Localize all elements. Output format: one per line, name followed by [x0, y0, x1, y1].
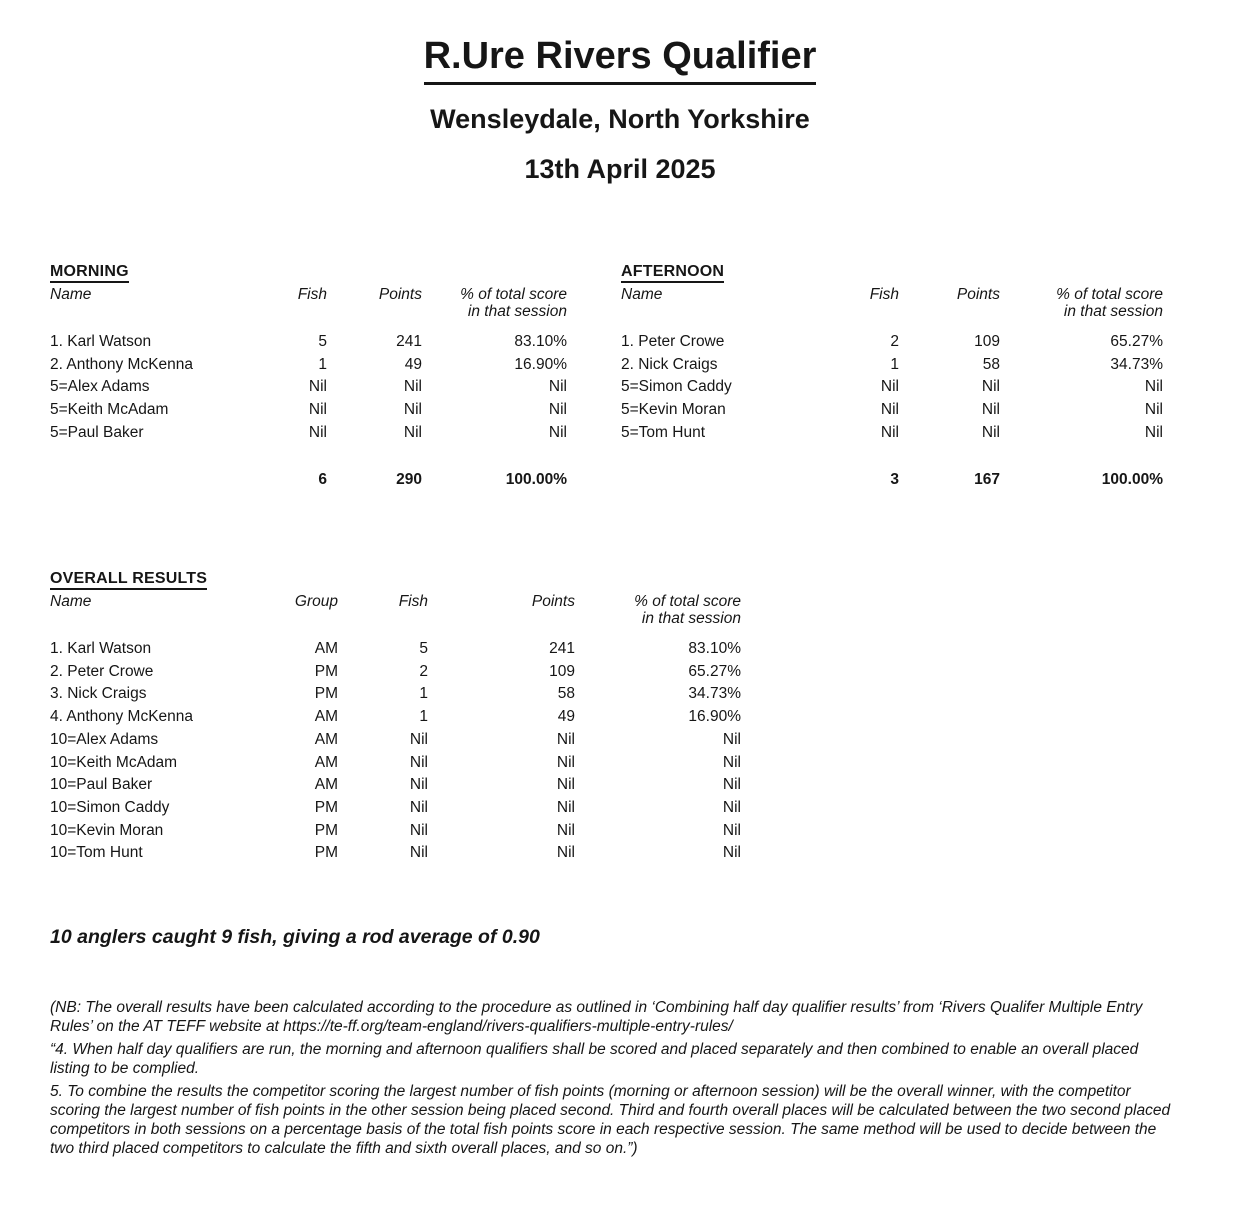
- cell-pct: 16.90%: [688, 708, 741, 726]
- cell-name: 10=Tom Hunt: [50, 844, 143, 862]
- morning-results-table: [50, 287, 567, 491]
- cell-pct: Nil: [1144, 378, 1163, 396]
- cell-fish: Nil: [409, 753, 428, 771]
- pct-header-line1: % of total score: [1056, 286, 1163, 303]
- cell-pct: Nil: [1144, 401, 1163, 419]
- event-location: Wensleydale, North Yorkshire: [430, 103, 810, 134]
- section-heading-morning: [50, 263, 567, 281]
- cell-fish: Nil: [880, 378, 899, 396]
- cell-pct: 83.10%: [514, 333, 567, 350]
- table-row: [50, 752, 741, 775]
- cell-pct: Nil: [548, 401, 567, 419]
- note-nb: (NB: The overall results have been calculated according to the procedure as outlined in ‘Combining half day qualifier results’ from ‘Rivers Qualifer Multiple Entry Rules’ on the AT TEFF website at https://te-ff.org/team-england/rivers-qualifiers-multiple-entry-rules/: [50, 999, 1143, 1035]
- pct-header-line1: % of total score: [460, 286, 567, 303]
- cell-group: PM: [314, 844, 338, 862]
- cell-pct: Nil: [548, 423, 567, 441]
- table-row: [621, 376, 1163, 399]
- cell-pct: Nil: [722, 844, 741, 862]
- cell-name: 5=Keith McAdam: [50, 401, 169, 419]
- cell-pct: Nil: [722, 776, 741, 794]
- column-header-points: Points: [531, 593, 575, 610]
- column-header-fish: Fish: [398, 593, 428, 610]
- cell-pct: 34.73%: [688, 685, 741, 703]
- totals-row: [50, 445, 567, 492]
- cell-points: Nil: [556, 844, 575, 862]
- page-title: R.Ure Rivers Qualifier: [424, 36, 817, 85]
- overall-results-table: [50, 594, 741, 865]
- cell-pct: 34.73%: [1110, 355, 1163, 373]
- cell-points: 58: [982, 355, 1000, 373]
- document-header: [0, 36, 1240, 194]
- totals-pct: 100.00%: [505, 470, 567, 488]
- table-row: [50, 797, 741, 820]
- totals-spacer: [50, 445, 230, 492]
- cell-fish: 1: [890, 355, 899, 373]
- cell-points: Nil: [403, 423, 422, 441]
- cell-points: Nil: [556, 798, 575, 816]
- table-row: [50, 376, 567, 399]
- totals-points: 290: [396, 470, 422, 488]
- cell-pct: 65.27%: [688, 662, 741, 680]
- cell-points: 49: [404, 355, 422, 373]
- cell-points: Nil: [981, 423, 1000, 441]
- section-heading-text: OVERALL RESULTS: [50, 570, 207, 590]
- column-header-name: Name: [621, 286, 663, 303]
- morning-results-section: [50, 263, 567, 491]
- cell-pct: Nil: [722, 798, 741, 816]
- table-header-row: [621, 287, 1163, 331]
- cell-fish: Nil: [880, 423, 899, 441]
- event-date: 13th April 2025: [524, 153, 716, 184]
- cell-fish: Nil: [308, 401, 327, 419]
- column-header-pct: [422, 287, 567, 331]
- table-row: [50, 729, 741, 752]
- table-row: [50, 842, 741, 865]
- column-header-group: Group: [294, 593, 338, 610]
- cell-points: 109: [549, 662, 575, 680]
- cell-fish: Nil: [880, 401, 899, 419]
- column-header-name: Name: [50, 286, 92, 303]
- cell-group: AM: [314, 730, 338, 748]
- table-row: [50, 638, 741, 661]
- section-heading-text: AFTERNOON: [621, 263, 724, 283]
- cell-group: PM: [314, 685, 338, 703]
- cell-name: 1. Karl Watson: [50, 333, 152, 350]
- pct-header-line2: in that session: [467, 302, 567, 320]
- section-heading-text: MORNING: [50, 263, 129, 283]
- cell-name: 4. Anthony McKenna: [50, 708, 194, 726]
- cell-points: Nil: [403, 401, 422, 419]
- cell-group: AM: [314, 753, 338, 771]
- rules-notes: [50, 998, 1178, 1162]
- totals-pct: 100.00%: [1101, 470, 1163, 488]
- cell-name: 2. Peter Crowe: [50, 662, 154, 680]
- note-rule-5: 5. To combine the results the competitor scoring the largest number of fish points (morning or afternoon session) will be the overall winner, with the competitor scoring the largest number of fish points in the other session being placed second. Third and fourth overall places will be calculated between the two second placed competitors in both sessions on a percentage basis of the total fish points score in each respective session. The same method will be used to decide between the two third placed competitors to calculate the fifth and sixth overall places, and so on.”): [50, 1083, 1171, 1157]
- cell-fish: 1: [419, 685, 428, 703]
- cell-fish: Nil: [308, 378, 327, 396]
- totals-row: [621, 445, 1163, 492]
- cell-pct: Nil: [548, 378, 567, 396]
- cell-pct: Nil: [1144, 423, 1163, 441]
- cell-fish: Nil: [409, 844, 428, 862]
- cell-fish: 5: [419, 640, 428, 657]
- afternoon-results-section: [621, 263, 1163, 491]
- table-row: [50, 683, 741, 706]
- cell-group: PM: [314, 821, 338, 839]
- totals-points: 167: [974, 470, 1000, 488]
- cell-name: 10=Kevin Moran: [50, 821, 164, 839]
- cell-fish: Nil: [409, 776, 428, 794]
- cell-points: Nil: [981, 378, 1000, 396]
- cell-name: 2. Nick Craigs: [621, 355, 718, 373]
- table-header-row: [50, 287, 567, 331]
- cell-pct: 83.10%: [688, 640, 741, 657]
- cell-group: AM: [314, 776, 338, 794]
- table-row: [621, 399, 1163, 422]
- section-heading-overall: [50, 570, 741, 588]
- cell-name: 3. Nick Craigs: [50, 685, 147, 703]
- table-row: [50, 399, 567, 422]
- section-heading-afternoon: [621, 263, 1163, 281]
- cell-group: AM: [314, 640, 338, 657]
- cell-group: PM: [314, 662, 338, 680]
- cell-fish: 2: [419, 662, 428, 680]
- cell-points: Nil: [981, 401, 1000, 419]
- cell-points: Nil: [403, 378, 422, 396]
- afternoon-results-table: [621, 287, 1163, 491]
- table-row: [50, 354, 567, 377]
- cell-fish: 1: [318, 355, 327, 373]
- cell-name: 5=Alex Adams: [50, 378, 150, 396]
- table-row: [621, 331, 1163, 354]
- cell-fish: Nil: [409, 798, 428, 816]
- table-row: [50, 422, 567, 445]
- cell-name: 5=Tom Hunt: [621, 423, 706, 441]
- cell-points: 49: [557, 708, 575, 726]
- cell-name: 10=Alex Adams: [50, 730, 159, 748]
- cell-name: 1. Karl Watson: [50, 640, 152, 657]
- totals-fish: 6: [318, 470, 327, 488]
- cell-name: 5=Kevin Moran: [621, 401, 726, 419]
- cell-group: PM: [314, 798, 338, 816]
- cell-points: Nil: [556, 730, 575, 748]
- cell-points: 241: [549, 640, 575, 657]
- table-row: [50, 774, 741, 797]
- cell-pct: Nil: [722, 821, 741, 839]
- cell-fish: 1: [419, 708, 428, 726]
- table-row: [50, 661, 741, 684]
- column-header-fish: Fish: [297, 286, 327, 303]
- column-header-fish: Fish: [869, 286, 899, 303]
- cell-name: 1. Peter Crowe: [621, 333, 725, 350]
- cell-name: 5=Simon Caddy: [621, 378, 732, 396]
- note-rule-4: “4. When half day qualifiers are run, the morning and afternoon qualifiers shall be scored and placed separately and then combined to enable an overall placed listing to be complied.: [50, 1041, 1139, 1077]
- column-header-points: Points: [956, 286, 1000, 303]
- table-row: [50, 331, 567, 354]
- pct-header-line1: % of total score: [634, 593, 741, 610]
- totals-spacer: [621, 445, 781, 492]
- cell-fish: Nil: [409, 730, 428, 748]
- cell-name: 5=Paul Baker: [50, 423, 144, 441]
- cell-name: 10=Keith McAdam: [50, 753, 178, 771]
- column-header-pct: [575, 594, 741, 638]
- table-row: [50, 706, 741, 729]
- overall-results-section: [50, 570, 741, 865]
- cell-points: Nil: [556, 753, 575, 771]
- cell-points: 58: [557, 685, 575, 703]
- cell-pct: 16.90%: [514, 355, 567, 373]
- column-header-points: Points: [378, 286, 422, 303]
- totals-fish: 3: [890, 470, 899, 488]
- cell-name: 10=Paul Baker: [50, 776, 153, 794]
- cell-fish: 5: [318, 333, 327, 350]
- cell-fish: 2: [890, 333, 899, 350]
- cell-pct: Nil: [722, 730, 741, 748]
- rod-average-summary: 10 anglers caught 9 fish, giving a rod average of 0.90: [50, 926, 540, 948]
- cell-pct: 65.27%: [1110, 333, 1163, 350]
- cell-name: 10=Simon Caddy: [50, 798, 170, 816]
- cell-group: AM: [314, 708, 338, 726]
- cell-pct: Nil: [722, 753, 741, 771]
- cell-name: 2. Anthony McKenna: [50, 355, 194, 373]
- column-header-name: Name: [50, 593, 92, 610]
- cell-points: Nil: [556, 776, 575, 794]
- table-row: [50, 820, 741, 843]
- table-row: [621, 354, 1163, 377]
- column-header-pct: [1000, 287, 1163, 331]
- table-row: [621, 422, 1163, 445]
- table-header-row: [50, 594, 741, 638]
- cell-points: 241: [396, 333, 422, 350]
- cell-points: Nil: [556, 821, 575, 839]
- cell-points: 109: [974, 333, 1000, 350]
- cell-fish: Nil: [409, 821, 428, 839]
- pct-header-line2: in that session: [1063, 302, 1163, 320]
- cell-fish: Nil: [308, 423, 327, 441]
- pct-header-line2: in that session: [641, 609, 741, 627]
